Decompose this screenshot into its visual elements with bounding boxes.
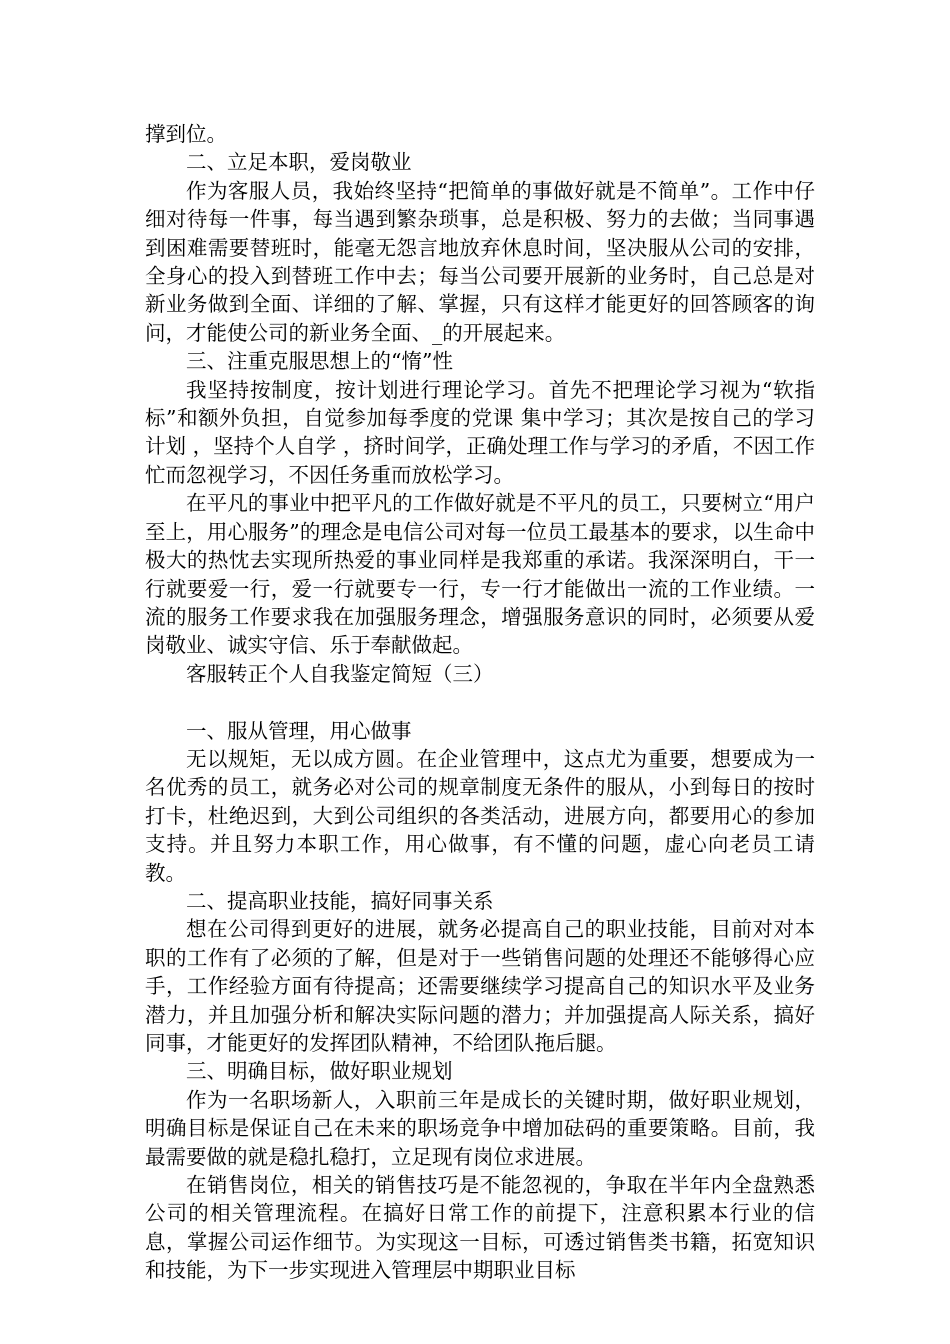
paragraph-sales-skills: 在销售岗位，相关的销售技巧是不能忽视的，争取在半年内全盘熟悉公司的相关管理流程。在搞好日常工作的前提下，注意积累本行业的信息，掌握公司运作细节。为实现这一目标，可透过销售类书籍，拓宽知识和技能，为下一步实现进入管理层中期职业目标 bbox=[145, 1173, 815, 1283]
paragraph-skills: 想在公司得到更好的进展，就务必提高自己的职业技能，目前对对本职的工作有了必须的了解，但是对于一些销售问题的处理还不能够得心应手，工作经验方面有待提高；还需要继续学习提高自己的知识水平及业务潜力，并且加强分析和解决实际问题的潜力；并加强提高人际关系，搞好同事，才能更好的发挥团队精神，不给团队拖后腿。 bbox=[145, 917, 815, 1055]
paragraph-career-planning: 作为一名职场新人，入职前三年是成长的关键时期，做好职业规划，明确目标是保证自己在未来的职场竞争中增加砝码的重要策略。目前，我最需要做的就是稳扎稳打，立足现有岗位求进展。 bbox=[145, 1087, 815, 1169]
section-heading-li-zu-ben-zhi: 二、立足本职，爱岗敬业 bbox=[186, 150, 412, 175]
paragraph-rules: 无以规矩，无以成方圆。在企业管理中，这点尤为重要，想要成为一名优秀的员工，就务必对公司的规章制度无条件的服从，小到每日的按时打卡，杜绝迟到，大到公司组织的各类活动，进展方向，都要用心的参加支持。并且努力本职工作，用心做事，有不懂的问题，虚心向老员工请教。 bbox=[145, 746, 815, 885]
paragraph-user-first: 在平凡的事业中把平凡的工作做好就是不平凡的员工，只要树立“用户至上，用心服务”的理念是电信公司对每一位员工最基本的要求，以生命中极大的热忱去实现所热爱的事业同样是我郑重的承诺。我深深明白，干一行就要爱一行，爱一行就要专一行，专一行才能做出一流的工作业绩。一流的服务工作要求我在加强服务理念，增强服务意识的同时，必须要从爱岗敬业、诚实守信、乐于奉献做起。 bbox=[145, 491, 815, 658]
paragraph-continuation: 撑到位。 bbox=[145, 122, 227, 146]
blank-line bbox=[145, 688, 815, 716]
section-heading-overcome-laziness: 三、注重克服思想上的“惰”性 bbox=[186, 349, 453, 374]
paragraph-customer-service-attitude: 作为客服人员，我始终坚持“把简单的事做好就是不简单”。工作中仔细对待每一件事，每当遇到繁杂琐事，总是积极、努力的去做；当同事遇到困难需要替班时，能毫无怨言地放弃休息时间，坚决服从公司的安排，全身心的投入到替班工作中去；每当公司要开展新的业务时，自己总是对新业务做到全面、详细的了解、掌握，只有这样才能更好的回答顾客的询问，才能使公司的新业务全面、_的开展起来。 bbox=[145, 178, 815, 345]
document-subtitle: 客服转正个人自我鉴定简短（三） bbox=[186, 661, 494, 686]
section-heading-career-planning: 三、明确目标，做好职业规划 bbox=[186, 1059, 453, 1084]
document-body bbox=[145, 120, 815, 1285]
paragraph-theory-study: 我坚持按制度，按计划进行理论学习。首先不把理论学习视为“软指标”和额外负担，自觉参加每季度的党课 集中学习；其次是按自己的学习计划 ，坚持个人自学 ，挤时间学，正确处理工作与学习的矛盾，不因工作忙而忽视学习，不因任务重而放松学习。 bbox=[145, 377, 815, 487]
section-heading-improve-skills: 二、提高职业技能，搞好同事关系 bbox=[186, 888, 494, 913]
section-heading-obey-management: 一、服从管理，用心做事 bbox=[186, 718, 412, 743]
